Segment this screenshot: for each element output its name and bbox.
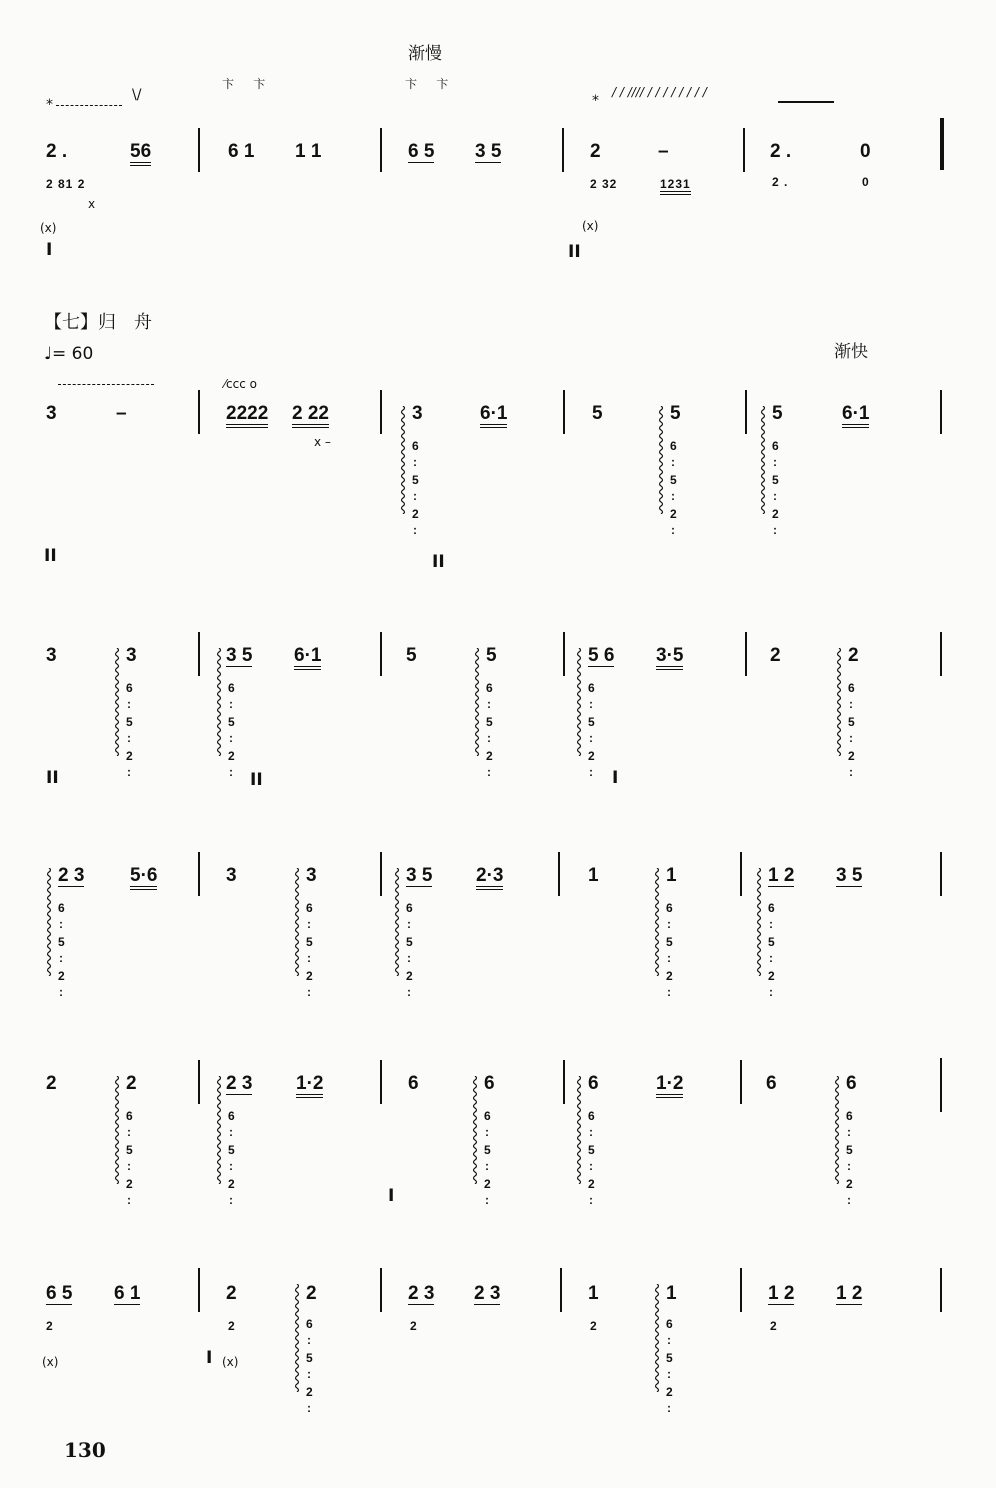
harmonic-note: 2: [228, 749, 236, 763]
stack-colon: :: [847, 1159, 852, 1173]
stack-colon: :: [413, 455, 418, 469]
finger-mark: 卞 ᅟ 卞 ᅟ: [222, 77, 281, 91]
stack-colon: :: [671, 489, 676, 503]
harmonic-note: 6: [846, 1109, 854, 1123]
harmonic-note: 2: [666, 1385, 674, 1399]
note: 6: [484, 1073, 495, 1094]
stack-colon: :: [667, 951, 672, 965]
harmonic-note: 6: [228, 681, 236, 695]
note: 5 6: [588, 645, 615, 666]
harmonic-note: 5: [126, 1143, 134, 1157]
harmonic-note: 5: [846, 1143, 854, 1157]
note: 3 5: [226, 645, 253, 666]
note: 5: [406, 645, 417, 666]
note: 6 1: [114, 1283, 141, 1304]
sub-note: 2: [410, 1319, 418, 1333]
note: –: [116, 403, 127, 424]
arpeggio-bracket: [216, 1076, 222, 1184]
harmonic-note: 2: [666, 969, 674, 983]
stack-colon: :: [589, 765, 594, 779]
harmonic-note: 2: [126, 1177, 134, 1191]
finger-mark: 卞 ᅟ 卞 ᅟ: [405, 77, 464, 91]
bar-line: [563, 390, 565, 434]
x-mark: (x): [40, 221, 57, 235]
note: 1 2: [768, 865, 795, 886]
harmonic-note: 6: [670, 439, 678, 453]
stack-colon: :: [307, 1367, 312, 1381]
stack-colon: :: [589, 1125, 594, 1139]
arpeggio-bracket: [576, 648, 582, 756]
x-mark: (x): [582, 219, 599, 233]
stack-colon: :: [667, 1333, 672, 1347]
sub-note: 0: [862, 175, 870, 189]
note: 5: [670, 403, 681, 424]
harmonic-note: 6: [412, 439, 420, 453]
stack-colon: :: [229, 765, 234, 779]
note: 1: [666, 1283, 677, 1304]
harmonic-note: 2: [58, 969, 66, 983]
harmonic-note: 6: [126, 681, 134, 695]
bar-line: [558, 852, 560, 896]
note: 1 1: [295, 141, 322, 162]
stack-colon: :: [307, 1333, 312, 1347]
stack-colon: :: [849, 731, 854, 745]
harmonic-note: 6: [588, 681, 596, 695]
harmonic-note: 6: [306, 1317, 314, 1331]
note: 5: [772, 403, 783, 424]
bar-line: [740, 1060, 742, 1104]
arpeggio-bracket: [836, 648, 842, 756]
sub-note: 2 32: [590, 177, 618, 191]
note: 2 3: [408, 1283, 435, 1304]
bar-line: [380, 390, 382, 434]
stack-colon: :: [589, 1193, 594, 1207]
note: 2 22: [292, 404, 329, 428]
harmonic-note: 2: [484, 1177, 492, 1191]
stack-colon: :: [127, 765, 132, 779]
harmonic-note: 6: [666, 901, 674, 915]
note: 2 3: [226, 1073, 253, 1094]
roman-numeral: II: [46, 768, 59, 788]
page-number: 130: [64, 1438, 106, 1462]
stack-colon: :: [407, 917, 412, 931]
arpeggio-bracket: [294, 868, 300, 976]
arpeggio-bracket: [654, 1284, 660, 1392]
arpeggio-bracket: [834, 1076, 840, 1184]
bar-line: [198, 1268, 200, 1312]
harmonic-note: 2: [846, 1177, 854, 1191]
tempo-change-faster: 渐快: [834, 342, 868, 362]
note: 3: [306, 865, 317, 886]
bar-line: [198, 632, 200, 676]
note: 2: [126, 1073, 137, 1094]
harmonic-note: 5: [126, 715, 134, 729]
stack-colon: :: [407, 985, 412, 999]
bar-line: [198, 852, 200, 896]
stack-colon: :: [671, 523, 676, 537]
stack-colon: :: [589, 1159, 594, 1173]
sub-note: 2: [770, 1319, 778, 1333]
harmonic-note: 6: [306, 901, 314, 915]
bar-line: [563, 1060, 565, 1104]
arpeggio-bracket: [474, 648, 480, 756]
bar-line: [380, 1268, 382, 1312]
stack-colon: :: [307, 985, 312, 999]
harmonic-note: 2: [670, 507, 678, 521]
harmonic-note: 5: [588, 715, 596, 729]
note: 1: [588, 865, 599, 886]
note: 5: [486, 645, 497, 666]
note: 3 5: [836, 865, 863, 886]
harmonic-note: 2: [772, 507, 780, 521]
stack-colon: :: [307, 917, 312, 931]
harmonic-note: 6: [406, 901, 414, 915]
stack-colon: :: [667, 1401, 672, 1415]
harmonic-note: 6: [484, 1109, 492, 1123]
section-title: 【七】归 舟: [44, 312, 152, 333]
x-mark: x –: [314, 435, 331, 449]
harmonic-note: 6: [588, 1109, 596, 1123]
note: 2: [226, 1283, 237, 1304]
harmonic-note: 2: [306, 1385, 314, 1399]
note: 1: [666, 865, 677, 886]
stack-colon: :: [307, 1401, 312, 1415]
stack-colon: :: [59, 917, 64, 931]
roman-numeral: II: [44, 546, 57, 566]
arpeggio-bracket: [294, 1284, 300, 1392]
note: 2 .: [770, 141, 792, 162]
note: 2222: [226, 404, 268, 428]
arpeggio-bracket: [400, 406, 406, 514]
tempo-change-slower: 渐慢: [408, 44, 442, 64]
bar-line: [940, 1058, 942, 1112]
harmonic-note: 6: [126, 1109, 134, 1123]
harmonic-note: 6: [58, 901, 66, 915]
note: 6: [766, 1073, 777, 1094]
stack-colon: :: [307, 951, 312, 965]
harmonic-note: 2: [588, 1177, 596, 1191]
harmonic-note: 5: [228, 1143, 236, 1157]
bar-line: [745, 390, 747, 434]
arpeggio-bracket: [394, 868, 400, 976]
harmonic-note: 5: [772, 473, 780, 487]
harmonic-note: 2: [126, 749, 134, 763]
note: 6: [408, 1073, 419, 1094]
stack-colon: :: [847, 1125, 852, 1139]
harmonic-note: 5: [484, 1143, 492, 1157]
bar-line: [380, 1060, 382, 1104]
x-mark: (x): [222, 1355, 239, 1369]
harmonic-note: 2: [306, 969, 314, 983]
stack-colon: :: [127, 1125, 132, 1139]
harmonic-note: 2: [768, 969, 776, 983]
arpeggio-bracket: [46, 868, 52, 976]
note: 1: [588, 1283, 599, 1304]
note: 1 2: [836, 1283, 863, 1304]
note: 3: [226, 865, 237, 886]
arpeggio-bracket: [216, 648, 222, 756]
bar-line: [743, 128, 745, 172]
roman-numeral: II: [432, 552, 445, 572]
ornament-mark: ⁄ccc o: [224, 377, 257, 391]
stack-colon: :: [773, 523, 778, 537]
note: 3: [126, 645, 137, 666]
harmonic-note: 5: [666, 935, 674, 949]
note: 2: [590, 141, 601, 162]
note: 6·1: [294, 646, 321, 670]
note: 6·1: [842, 404, 869, 428]
stack-colon: :: [487, 697, 492, 711]
stack-colon: :: [59, 951, 64, 965]
bar-line: [740, 1268, 742, 1312]
note: 1·2: [656, 1074, 683, 1098]
note: 56: [130, 142, 151, 166]
stack-colon: :: [667, 985, 672, 999]
stack-colon: :: [769, 985, 774, 999]
note: 2: [46, 1073, 57, 1094]
harmonic-note: 5: [228, 715, 236, 729]
star-mark: *: [46, 97, 53, 113]
note: 3: [46, 403, 57, 424]
stack-colon: :: [413, 489, 418, 503]
roman-numeral: I: [46, 240, 53, 260]
harmonic-note: 5: [412, 473, 420, 487]
arpeggio-bracket: [756, 868, 762, 976]
stack-colon: :: [229, 697, 234, 711]
bar-line: [198, 1060, 200, 1104]
stack-colon: :: [407, 951, 412, 965]
stack-colon: :: [667, 917, 672, 931]
roman-numeral: I: [388, 1186, 395, 1206]
stack-colon: :: [847, 1193, 852, 1207]
harmonic-note: 5: [588, 1143, 596, 1157]
arpeggio-bracket: [576, 1076, 582, 1184]
bar-line: [560, 1268, 562, 1312]
arpeggio-bracket: [114, 1076, 120, 1184]
sub-note: 2: [590, 1319, 598, 1333]
bar-line: [380, 852, 382, 896]
note: 2·3: [476, 866, 503, 890]
ornament-dash-line: [58, 384, 154, 385]
harmonic-note: 2: [588, 749, 596, 763]
bar-line: [940, 632, 942, 676]
bar-line: [940, 390, 942, 434]
harmonic-note: 2: [848, 749, 856, 763]
tremolo-mark: / / //// / / / / / / / /: [612, 85, 707, 99]
note: 3·5: [656, 646, 683, 670]
stack-colon: :: [589, 697, 594, 711]
stack-colon: :: [485, 1159, 490, 1173]
sub-note: 2: [46, 1319, 54, 1333]
arpeggio-bracket: [658, 406, 664, 514]
note: 6 5: [46, 1283, 73, 1304]
bar-line: [940, 852, 942, 896]
arpeggio-bracket: [472, 1076, 478, 1184]
stack-colon: :: [487, 765, 492, 779]
arpeggio-bracket: [760, 406, 766, 514]
bar-line: [940, 1268, 942, 1312]
stack-colon: :: [849, 697, 854, 711]
note: 0: [860, 141, 871, 162]
note: 2: [848, 645, 859, 666]
tempo-mark: ♩= 60: [44, 344, 94, 364]
x-mark: (x): [42, 1355, 59, 1369]
stack-colon: :: [769, 951, 774, 965]
x-mark: x: [88, 197, 96, 211]
sub-note: 2: [228, 1319, 236, 1333]
roman-numeral: I: [206, 1348, 213, 1368]
sub-note: 2 81 2: [46, 177, 86, 191]
note: 5: [592, 403, 603, 424]
stack-colon: :: [849, 765, 854, 779]
note: 3: [412, 403, 423, 424]
stack-colon: :: [127, 697, 132, 711]
note: 6: [846, 1073, 857, 1094]
roman-numeral: II: [250, 770, 263, 790]
harmonic-note: 5: [670, 473, 678, 487]
note: 1·2: [296, 1074, 323, 1098]
stack-colon: :: [487, 731, 492, 745]
stack-colon: :: [127, 731, 132, 745]
harmonic-note: 6: [228, 1109, 236, 1123]
stack-colon: :: [59, 985, 64, 999]
bar-line: [198, 128, 200, 172]
bar-line: [198, 390, 200, 434]
stack-colon: :: [229, 1159, 234, 1173]
bar-line: [380, 128, 382, 172]
note: 3: [46, 645, 57, 666]
bar-line: [380, 632, 382, 676]
sub-note: 1231: [660, 178, 691, 195]
stack-colon: :: [485, 1193, 490, 1207]
note: 6: [588, 1073, 599, 1094]
sub-note: 2 .: [772, 175, 789, 189]
final-bar-line: [940, 118, 944, 170]
harmonic-note: 5: [768, 935, 776, 949]
harmonic-note: 6: [486, 681, 494, 695]
stack-colon: :: [773, 455, 778, 469]
note: 3 5: [406, 865, 433, 886]
stack-colon: :: [769, 917, 774, 931]
bar-line: [563, 632, 565, 676]
stack-colon: :: [773, 489, 778, 503]
tremolo-line: [778, 101, 834, 103]
stack-colon: :: [229, 731, 234, 745]
harmonic-note: 5: [666, 1351, 674, 1365]
note: 2 3: [474, 1283, 501, 1304]
note: –: [658, 141, 669, 162]
harmonic-note: 5: [58, 935, 66, 949]
roman-numeral: I: [612, 768, 619, 788]
ornament-dash-line: [56, 105, 122, 106]
stack-colon: :: [127, 1193, 132, 1207]
note: 5·6: [130, 866, 157, 890]
harmonic-note: 5: [848, 715, 856, 729]
note: 2 3: [58, 865, 85, 886]
harmonic-note: 2: [406, 969, 414, 983]
arpeggio-bracket: [654, 868, 660, 976]
stack-colon: :: [229, 1125, 234, 1139]
note: 2: [306, 1283, 317, 1304]
bar-line: [740, 852, 742, 896]
stack-colon: :: [127, 1159, 132, 1173]
check-mark: \/: [132, 87, 142, 103]
stack-colon: :: [485, 1125, 490, 1139]
harmonic-note: 5: [306, 1351, 314, 1365]
harmonic-note: 2: [486, 749, 494, 763]
arpeggio-bracket: [114, 648, 120, 756]
stack-colon: :: [589, 731, 594, 745]
harmonic-note: 5: [486, 715, 494, 729]
harmonic-note: 6: [772, 439, 780, 453]
bar-line: [745, 632, 747, 676]
note: 2: [770, 645, 781, 666]
harmonic-note: 2: [228, 1177, 236, 1191]
stack-colon: :: [671, 455, 676, 469]
bar-line: [562, 128, 564, 172]
stack-colon: :: [667, 1367, 672, 1381]
stack-colon: :: [229, 1193, 234, 1207]
harmonic-note: 5: [406, 935, 414, 949]
harmonic-note: 5: [306, 935, 314, 949]
note: 1 2: [768, 1283, 795, 1304]
harmonic-note: 6: [666, 1317, 674, 1331]
harmonic-note: 2: [412, 507, 420, 521]
note: 3 5: [475, 141, 502, 162]
roman-numeral: II: [568, 242, 581, 262]
star-mark: *: [592, 93, 599, 109]
note: 6 5: [408, 141, 435, 162]
note: 2 .: [46, 141, 68, 162]
harmonic-note: 6: [848, 681, 856, 695]
stack-colon: :: [413, 523, 418, 537]
harmonic-note: 6: [768, 901, 776, 915]
note: 6 1: [228, 141, 255, 162]
note: 6·1: [480, 404, 507, 428]
